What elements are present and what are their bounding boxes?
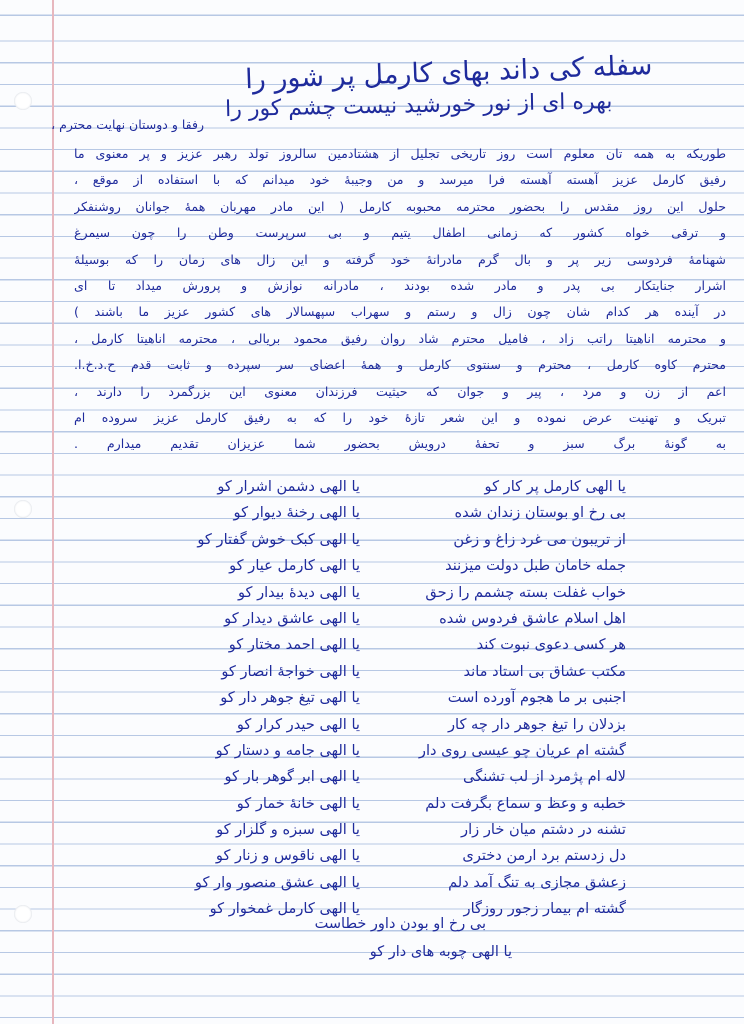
- poem-verse-left: یا الهی رخنهٔ دیوار کو: [233, 504, 360, 522]
- poem-title-line-2: بهره ای از نور خورشید نیست چشم کور را: [224, 89, 613, 123]
- poem-verse-right: لاله ام پژمرد از لب تشنگی: [463, 768, 626, 786]
- poem-left-hemistichs: [92, 474, 360, 923]
- poem-verse-left: یا الهی تیغ جوهر دار کو: [220, 689, 360, 707]
- poem-verse-left: یا الهی جامه و دستار کو: [215, 741, 360, 759]
- paragraph-line: شهنامهٔ فردوسی زیر پر و بال گرم مادرانهٔ خود گرفته و این زال های زمان را که بوسیلهٔ: [74, 251, 726, 267]
- poem-right-hemistichs: [358, 474, 626, 923]
- poem-verse-left: یا الهی ابر گوهر بار کو: [224, 768, 360, 786]
- poem-verse-left: یا الهی دیدهٔ بیدار کو: [237, 583, 360, 601]
- closing-verse-line-2: یا الهی چوبه های دار کو: [369, 944, 512, 960]
- paragraph-line: و محترمه اناهیتا راتب زاد ، فامیل محترم شاد روان رفیق محمود بریالی ، محترمه اناهیتا کارمل ،: [74, 330, 726, 346]
- poem-verse-left: یا الهی کبک خوش گفتار کو: [197, 530, 360, 548]
- poem-verse-right: اجنبی بر ما هجوم آورده است: [447, 689, 626, 707]
- poem-verse-right: بی رخ او بوستان زندان شده: [454, 504, 626, 522]
- paragraph-line: اعم از زن و مرد ، پیر و جوان که حیثیت فرزندان معنوی این بزرگمرد را دارند ،: [74, 383, 726, 399]
- paragraph-line: حلول این روز مقدس را بحضور محترمه محبوبه کارمل ( این مادر مهربان همهٔ جوانان روشنفکر: [74, 198, 726, 214]
- greeting: رفقا و دوستان نهایت محترم ،: [51, 117, 204, 132]
- poem-verse-right: از تریبون می غرد زاغ و زغن: [453, 530, 626, 548]
- poem-verse-right: بزدلان را تیغ جوهر دار چه کار: [447, 715, 626, 733]
- closing-verse-line-1: بی رخ او بودن داور خطاست: [314, 916, 486, 932]
- poem-verse-right: مکتب عشاق بی استاد ماند: [463, 662, 626, 680]
- paragraph-line: محترم کاوه کارمل ، محترم و سنتوی کارمل و همهٔ اعضای سر سپرده و ثابت قدم ح.د.خ.ا.: [74, 357, 726, 373]
- paragraph-line: و ترقی خواه کشور که زمانی اطفال یتیم و بی سرپرست وطن را چون سیمرغ: [74, 225, 726, 241]
- poem-verse-right: زعشق مجازی به تنگ آمد دلم: [448, 873, 626, 891]
- poem-verse-right: خواب غفلت بسته چشمم را زحق: [425, 583, 626, 601]
- poem-verse-right: تشنه در دشتم میان خار زار: [461, 821, 626, 839]
- poem-verse-left: یا الهی خواجهٔ انصار کو: [221, 662, 360, 680]
- poem-verse-left: یا الهی عشق منصور وار کو: [194, 873, 360, 891]
- poem-verse-right: گشته ام بیمار زجور روزگار: [463, 900, 626, 918]
- poem-verse-left: یا الهی کارمل عیار کو: [229, 557, 360, 575]
- paragraph-line: تبریک و تهنیت عرض نموده و این شعر تازهٔ خود را که به رفیق کارمل عزیز سروده ام: [74, 410, 726, 426]
- poem-verse-left: یا الهی سبزه و گلزار کو: [216, 821, 360, 839]
- poem-verse-right: جمله خامان طبل دولت میزنند: [445, 557, 626, 575]
- letter-paragraph: [74, 141, 726, 458]
- poem-verse-right: دل زدستم برد ارمن دختری: [462, 847, 626, 865]
- poem-verse-left: یا الهی احمد مختار کو: [228, 636, 360, 654]
- poem-verse-left: یا الهی ناقوس و زنار کو: [215, 847, 360, 865]
- poem-verse-left: یا الهی خانهٔ خمار کو: [236, 794, 360, 812]
- poem-verse-right: هر کسی دعوی نبوت کند: [476, 636, 626, 654]
- poem-title-line-1: سفله کی داند بهای کارمل پر شور را: [244, 50, 653, 96]
- poem-verse-right: خطبه و وعظ و سماع بگرفت دلم: [425, 794, 626, 812]
- paragraph-line: در آینده هر کدام شان چون زال و رستم و سهراب سپهسالار های کشور عزیز ما باشند ): [74, 304, 726, 320]
- poem-verse-left: یا الهی کارمل غمخوار کو: [209, 900, 360, 918]
- punch-hole: [14, 500, 32, 518]
- poem-verse-left: یا الهی عاشق دیدار کو: [224, 609, 360, 627]
- poem-verse-left: یا الهی دشمن اشرار کو: [217, 478, 360, 495]
- punch-hole: [14, 92, 32, 110]
- poem-verse-right: یا الهی کارمل پر کار کو: [484, 478, 626, 495]
- paragraph-line: اشرار جنایتکار بی پدر و مادر شده بودند ، مادرانه نوازش و پرورش میداد تا ای: [74, 278, 726, 294]
- poem-verse-right: اهل اسلام عاشق فردوس شده: [439, 609, 626, 627]
- poem-verse-right: گشته ام عریان چو عیسی روی دار: [418, 741, 626, 759]
- paragraph-line: طوریکه به همه تان معلوم است روز تاریخی تجلیل از هشتادمین سالروز تولد رهبر عزیز و پر معنوی ما: [74, 146, 726, 161]
- poem-verse-left: یا الهی حیدر کرار کو: [236, 715, 360, 733]
- paragraph-line: به گونهٔ برگ سبز و تحفهٔ درویش بحضور شما عزیزان تقدیم میدارم .: [74, 436, 726, 452]
- paragraph-line: رفیق کارمل عزیز آهسته آهسته فرا میرسد و من وجیبهٔ خود میدانم که با استفاده از موقع ،: [74, 172, 726, 188]
- punch-hole: [14, 905, 32, 923]
